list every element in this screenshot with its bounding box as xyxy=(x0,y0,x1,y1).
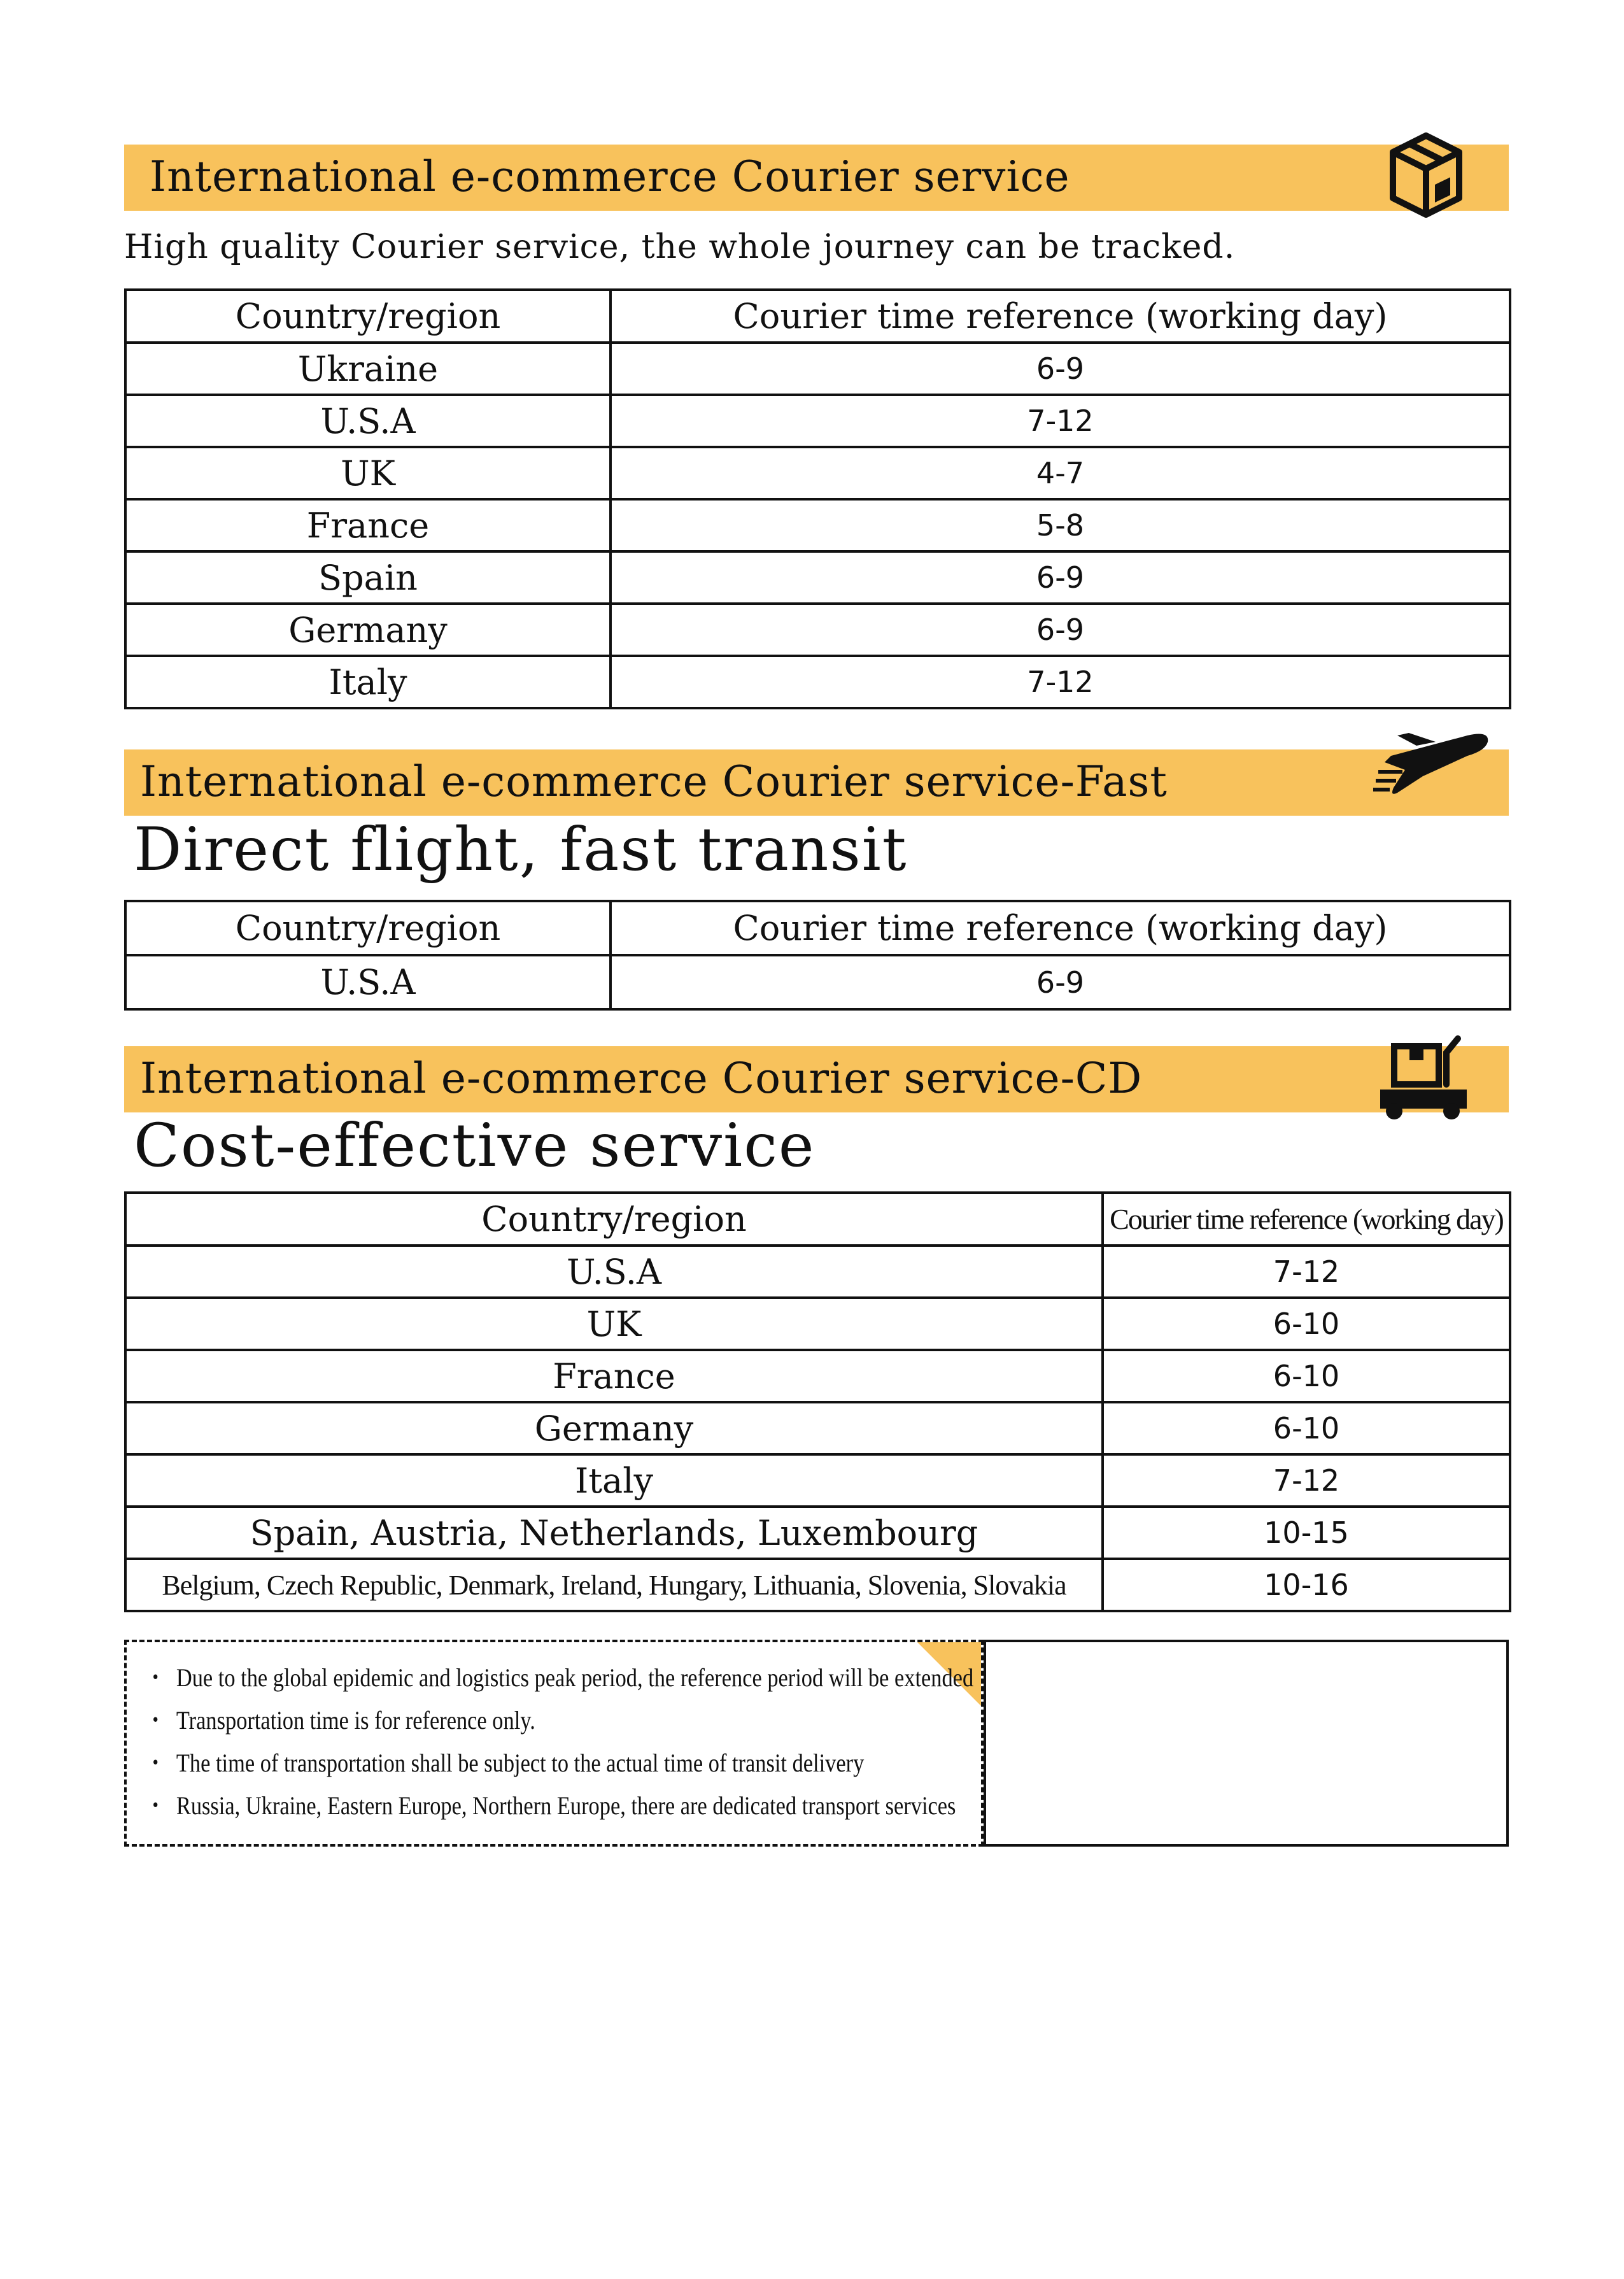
table-row xyxy=(125,1454,1510,1507)
country-cell: France xyxy=(125,1350,1103,1402)
table-header-row xyxy=(125,290,1510,343)
time-cell: 6-9 xyxy=(611,955,1510,1009)
header-time: Courier time reference (working day) xyxy=(1103,1193,1510,1246)
time-cell: 6-10 xyxy=(1103,1402,1510,1454)
table-header-row xyxy=(125,901,1510,955)
section3-title: International e-commerce Courier service-CD xyxy=(140,1054,1143,1103)
table-row xyxy=(125,1350,1510,1402)
package-box-icon xyxy=(1381,127,1471,222)
time-cell: 6-9 xyxy=(611,604,1510,656)
country-cell: U.S.A xyxy=(125,1246,1103,1298)
country-cell: UK xyxy=(125,447,611,499)
table-row xyxy=(125,395,1510,447)
section3-table xyxy=(124,1191,1511,1612)
notes-box xyxy=(124,1640,984,1847)
list-item xyxy=(145,1742,864,1784)
time-cell: 6-10 xyxy=(1103,1350,1510,1402)
bullet: ・ xyxy=(145,1663,167,1692)
list-item xyxy=(145,1699,864,1742)
time-cell: 7-12 xyxy=(611,656,1510,708)
bullet: ・ xyxy=(145,1791,167,1820)
section2-banner xyxy=(124,749,1509,816)
table-row xyxy=(125,1246,1510,1298)
section1-title: International e-commerce Courier service xyxy=(150,152,1070,201)
time-cell: 10-16 xyxy=(1103,1559,1510,1611)
table-row xyxy=(125,604,1510,656)
table-row xyxy=(125,447,1510,499)
section3-tagline: Cost-effective service xyxy=(134,1111,816,1181)
delivery-cart-icon xyxy=(1375,1033,1471,1123)
country-cell: Germany xyxy=(125,1402,1103,1454)
table-row xyxy=(125,1298,1510,1350)
blank-box xyxy=(984,1640,1509,1847)
section2-title: International e-commerce Courier service-Fast xyxy=(140,757,1168,806)
section2-table xyxy=(124,900,1511,1011)
table-row xyxy=(125,551,1510,604)
country-cell: Germany xyxy=(125,604,611,656)
time-cell: 6-10 xyxy=(1103,1298,1510,1350)
header-country: Country/region xyxy=(125,290,611,343)
section3-banner xyxy=(124,1046,1509,1112)
country-cell: Belgium, Czech Republic, Denmark, Ireland, Hungary, Lithuania, Slovenia, Slovakia xyxy=(125,1559,1103,1611)
note-text: Russia, Ukraine, Eastern Europe, Northern Europe, there are dedicated transport services xyxy=(176,1791,956,1820)
table-header-row xyxy=(125,1193,1510,1246)
country-cell: Italy xyxy=(125,1454,1103,1507)
note-text: The time of transportation shall be subject to the actual time of transit delivery xyxy=(176,1749,865,1777)
time-cell: 6-9 xyxy=(611,551,1510,604)
section1-table xyxy=(124,288,1511,709)
airplane-icon xyxy=(1372,730,1493,800)
table-row xyxy=(125,1507,1510,1559)
header-country: Country/region xyxy=(125,901,611,955)
time-cell: 7-12 xyxy=(611,395,1510,447)
time-cell: 5-8 xyxy=(611,499,1510,551)
note-text: Due to the global epidemic and logistics peak period, the reference period will be extended xyxy=(176,1663,974,1692)
bullet: ・ xyxy=(145,1706,167,1735)
country-cell: U.S.A xyxy=(125,395,611,447)
country-cell: UK xyxy=(125,1298,1103,1350)
country-cell: Spain xyxy=(125,551,611,604)
notes-list xyxy=(127,1642,981,1827)
table-row xyxy=(125,1559,1510,1611)
header-country: Country/region xyxy=(125,1193,1103,1246)
table-row xyxy=(125,656,1510,708)
bullet: ・ xyxy=(145,1749,167,1777)
table-row xyxy=(125,1402,1510,1454)
section1-banner xyxy=(124,145,1509,211)
note-text: Transportation time is for reference only. xyxy=(176,1706,535,1735)
header-time: Courier time reference (working day) xyxy=(611,901,1510,955)
time-cell: 7-12 xyxy=(1103,1246,1510,1298)
country-cell: France xyxy=(125,499,611,551)
table-row xyxy=(125,343,1510,395)
time-cell: 4-7 xyxy=(611,447,1510,499)
country-cell: Spain, Austria, Netherlands, Luxembourg xyxy=(125,1507,1103,1559)
table-row xyxy=(125,499,1510,551)
country-cell: Ukraine xyxy=(125,343,611,395)
list-item xyxy=(145,1784,956,1827)
time-cell: 7-12 xyxy=(1103,1454,1510,1507)
section2-tagline: Direct flight, fast transit xyxy=(134,815,908,884)
header-time: Courier time reference (working day) xyxy=(611,290,1510,343)
time-cell: 10-15 xyxy=(1103,1507,1510,1559)
time-cell: 6-9 xyxy=(611,343,1510,395)
country-cell: Italy xyxy=(125,656,611,708)
list-item xyxy=(145,1656,974,1699)
country-cell: U.S.A xyxy=(125,955,611,1009)
table-row xyxy=(125,955,1510,1009)
section1-subtitle: High quality Courier service, the whole journey can be tracked. xyxy=(124,228,1236,266)
